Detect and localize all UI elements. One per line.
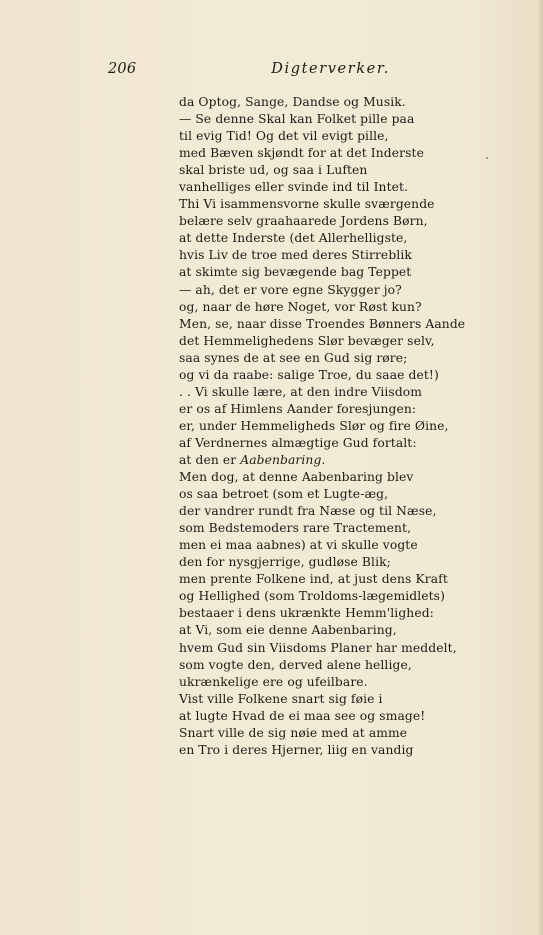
text-line: bestaaer i dens ukrænkte Hemm'lighed: xyxy=(179,606,434,621)
text-line: er os af Himlens Aander foresjungen: xyxy=(179,401,417,416)
text-line: at lugte Hvad de ei maa see og smage! xyxy=(179,708,426,723)
text-line: Vist ville Folkene snart sig føie i xyxy=(179,691,383,706)
text-line: at dette Inderste (det Allerhelligste, xyxy=(179,231,408,246)
text-line: saa synes de at see en Gud sig røre; xyxy=(179,350,408,365)
text-line: — Se denne Skal kan Folket pille paa xyxy=(179,112,415,127)
text-line: der vandrer rundt fra Næse og til Næse, xyxy=(179,504,437,519)
text-line: men ei maa aabnes) at vi skulle vogte xyxy=(179,538,418,553)
text-line: og Hellighed (som Troldoms-lægemidlets) xyxy=(179,589,445,604)
text-line: og vi da raabe: salige Troe, du saae det!) xyxy=(179,367,439,382)
text-line: skal briste ud, og saa i Luften xyxy=(179,163,368,178)
page-edge-shadow xyxy=(537,0,543,935)
text-line: Men, se, naar disse Troendes Bønners Aande xyxy=(179,316,466,331)
text-line: og, naar de høre Noget, vor Røst kun? xyxy=(179,299,422,314)
text-line: som vogte den, derved alene hellige, xyxy=(179,657,412,672)
text-line-italic xyxy=(179,452,519,469)
page-header xyxy=(108,61,390,83)
poem-text xyxy=(179,94,519,759)
text-line: den for nysgjerrige, gudløse Blik; xyxy=(179,555,391,570)
text-line: er, under Hemmeligheds Slør og fire Øine, xyxy=(179,418,449,433)
running-title: Digterverker. xyxy=(271,61,390,77)
text-line: Thi Vi isammensvorne skulle sværgende xyxy=(179,197,435,212)
text-line: — ah, det er vore egne Skygger jo? xyxy=(179,282,402,297)
text-line: da Optog, Sange, Dandse og Musik. xyxy=(179,95,406,109)
text-line: af Verdnernes almægtige Gud fortalt: xyxy=(179,435,417,450)
text-line: hvis Liv de troe med deres Stirreblik xyxy=(179,248,412,263)
text-line: som Bedstemoders rare Tractement, xyxy=(179,521,412,536)
text-line: til evig Tid! Og det vil evigt pille, xyxy=(179,129,389,144)
text-line: Men dog, at denne Aabenbaring blev xyxy=(179,470,414,485)
emphasized-word: Aabenbaring. xyxy=(240,452,326,467)
text-line: vanhelliges eller svinde ind til Intet. xyxy=(179,180,409,195)
text-line: ukrænkelige ere og ufeilbare. xyxy=(179,674,368,689)
text-line: med Bæven skjøndt for at det Inderste xyxy=(179,146,424,161)
text-line: at Vi, som eie denne Aabenbaring, xyxy=(179,623,397,638)
line-prefix: at den er xyxy=(179,452,241,467)
page-number: 206 xyxy=(108,61,137,77)
text-line: at skimte sig bevægende bag Teppet xyxy=(179,265,412,280)
text-line: . . Vi skulle lære, at den indre Viisdom xyxy=(179,384,423,399)
text-line: Snart ville de sig nøie med at amme xyxy=(179,725,408,740)
text-line: men prente Folkene ind, at just dens Kraft xyxy=(179,572,448,587)
text-line: belære selv graahaarede Jordens Børn, xyxy=(179,214,428,229)
text-line: os saa betroet (som et Lugte-æg, xyxy=(179,487,389,502)
text-line: en Tro i deres Hjerner, liig en vandig xyxy=(179,742,414,757)
text-line: det Hemmelighedens Slør bevæger selv, xyxy=(179,333,435,348)
text-line: hvem Gud sin Viisdoms Planer har meddelt, xyxy=(179,640,457,655)
paper-speck xyxy=(486,157,488,159)
